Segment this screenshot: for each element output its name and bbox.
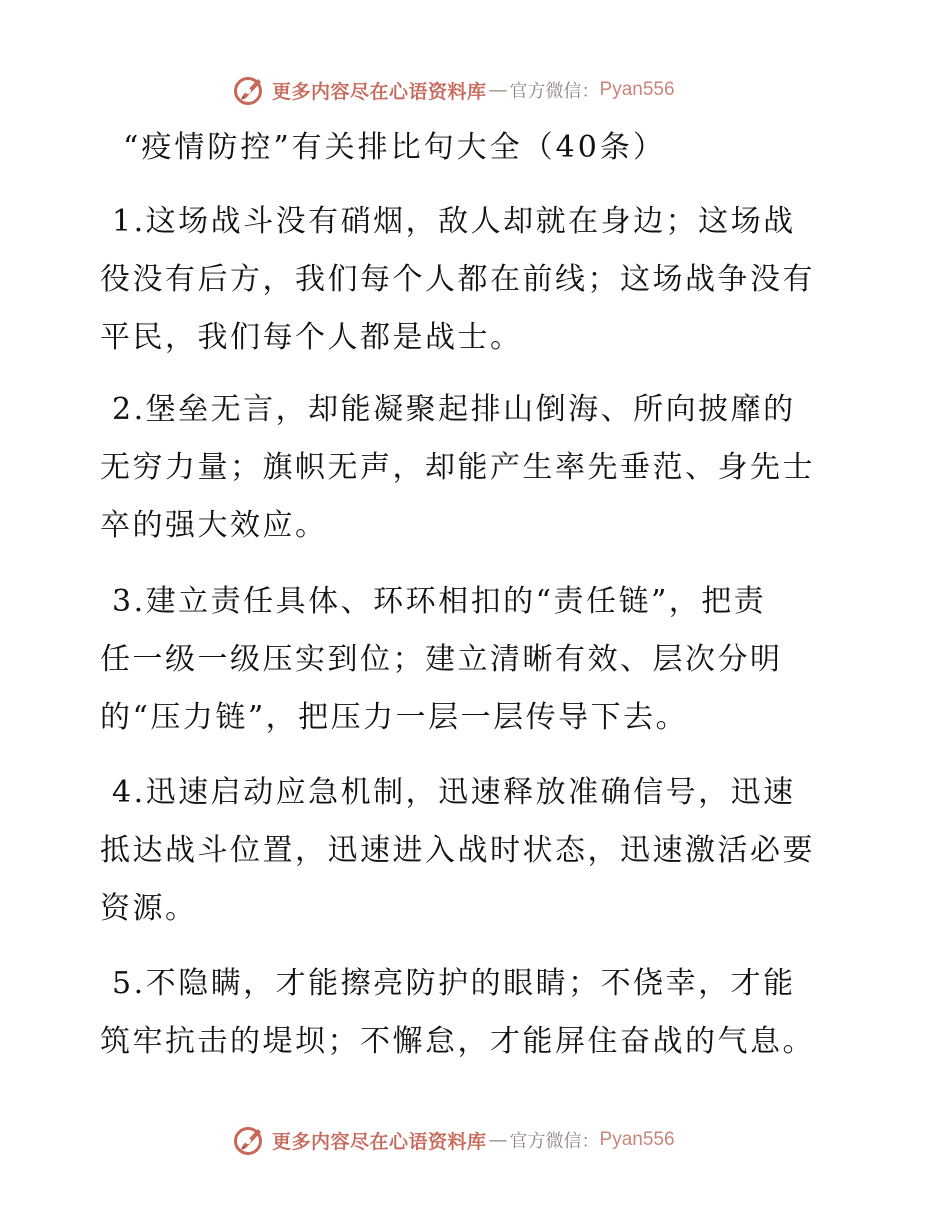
list-item xyxy=(100,573,860,747)
paragraph-line: 筑牢抗击的堤坝；不懈怠，才能屏住奋战的气息。 xyxy=(100,1024,815,1059)
watermark-dash: — xyxy=(488,79,508,101)
paragraph-line: 3.建立责任具体、环环相扣的“责任链”，把责 xyxy=(112,584,767,619)
watermark-wechat-label: 官方微信： xyxy=(509,81,600,102)
paragraph-line: 任一级一级压实到位；建立清晰有效、层次分明 xyxy=(100,642,783,677)
list-item xyxy=(100,193,860,367)
paragraph-line: 1.这场战斗没有硝烟，敌人却就在身边；这场战 xyxy=(112,204,796,239)
paragraph-line: 4.迅速启动应急机制，迅速释放准确信号，迅速 xyxy=(112,775,796,810)
header-watermark xyxy=(232,70,675,110)
paragraph-line: 2.堡垒无言，却能凝聚起排山倒海、所向披靡的 xyxy=(112,392,796,427)
paragraph-line: 平民，我们每个人都是战士。 xyxy=(100,320,523,355)
list-item xyxy=(100,764,860,938)
list-item xyxy=(100,381,860,555)
paragraph-line: 抵达战斗位置，迅速进入战时状态，迅速激活必要 xyxy=(100,833,815,868)
paragraph-line: 无穷力量；旗帜无声，却能产生率先垂范、身先士 xyxy=(100,450,815,485)
watermark-wechat-label: 官方微信： xyxy=(509,1131,600,1152)
watermark-text: 更多内容尽在心语资料库 xyxy=(272,1130,487,1153)
paragraph-line: 的“压力链”，把压力一层一层传导下去。 xyxy=(100,700,689,735)
paragraph-line: 役没有后方，我们每个人都在前线；这场战争没有 xyxy=(100,262,815,297)
paragraph-line: 卒的强大效应。 xyxy=(100,508,328,543)
list-item xyxy=(100,955,860,1071)
paragraph-line: 资源。 xyxy=(100,891,198,926)
footer-watermark xyxy=(232,1120,675,1160)
paragraph-line: 5.不隐瞒，才能擦亮防护的眼睛；不侥幸，才能 xyxy=(112,966,796,1001)
watermark-dash: — xyxy=(488,1129,508,1151)
document-title: “疫情防控”有关排比句大全（40条） xyxy=(123,130,666,165)
watermark-text: 更多内容尽在心语资料库 xyxy=(272,80,487,103)
watermark-wechat-id: Pyan556 xyxy=(599,1129,675,1150)
quill-pen-circle-icon xyxy=(232,73,266,107)
watermark-wechat-id: Pyan556 xyxy=(599,79,675,100)
quill-pen-circle-icon xyxy=(232,1123,266,1157)
